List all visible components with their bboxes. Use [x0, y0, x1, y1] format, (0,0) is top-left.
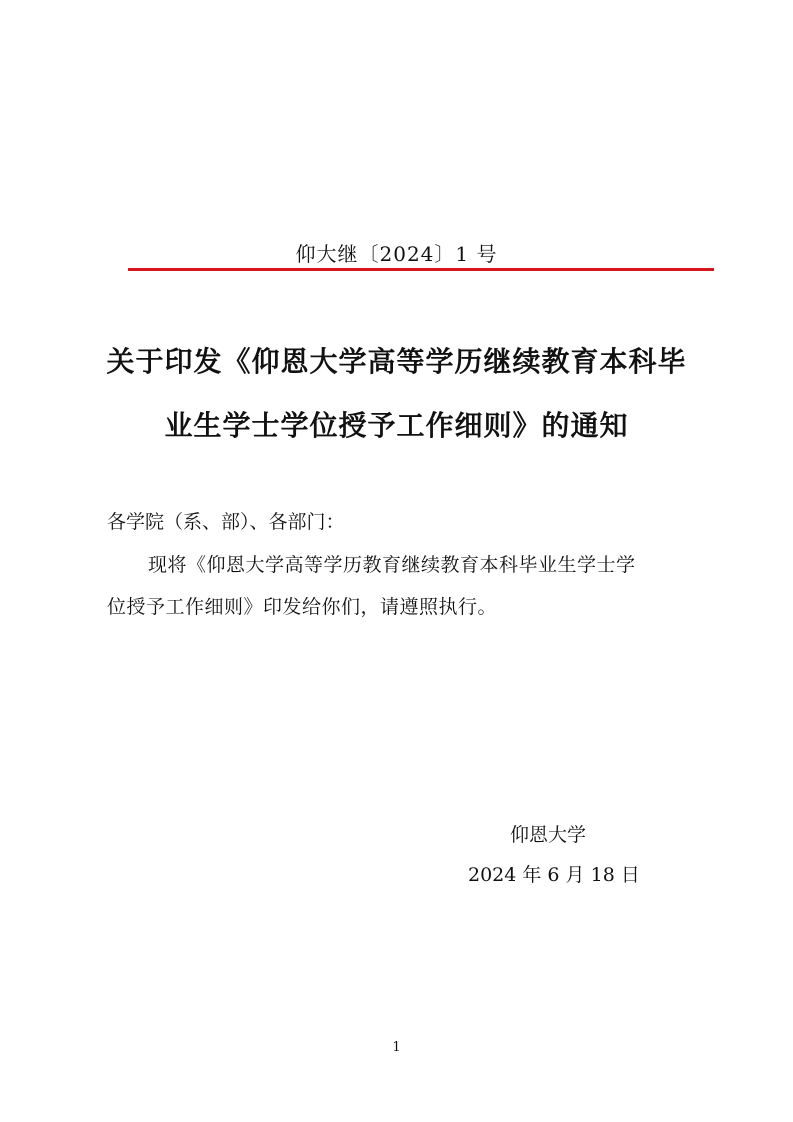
page-number: 1: [392, 1040, 401, 1055]
document-title-line-2: 业生学士学位授予工作细则》的通知: [164, 409, 629, 442]
body-paragraph-line-2: 位授予工作细则》印发给你们，请遵照执行。: [107, 596, 498, 618]
document-title-line-1: 关于印发《仰恩大学高等学历继续教育本科毕: [106, 345, 687, 378]
signer: 仰恩大学: [510, 824, 587, 846]
body-paragraph-line-1: 现将《仰恩大学高等学历教育继续教育本科毕业生学士学: [148, 554, 636, 576]
red-header-rule: [128, 268, 714, 271]
document-number: 仰大继〔2024〕1 号: [295, 242, 498, 266]
salutation: 各学院（系、部）、各部门：: [107, 511, 345, 533]
issue-date: 2024 年 6 月 18 日: [468, 864, 640, 886]
